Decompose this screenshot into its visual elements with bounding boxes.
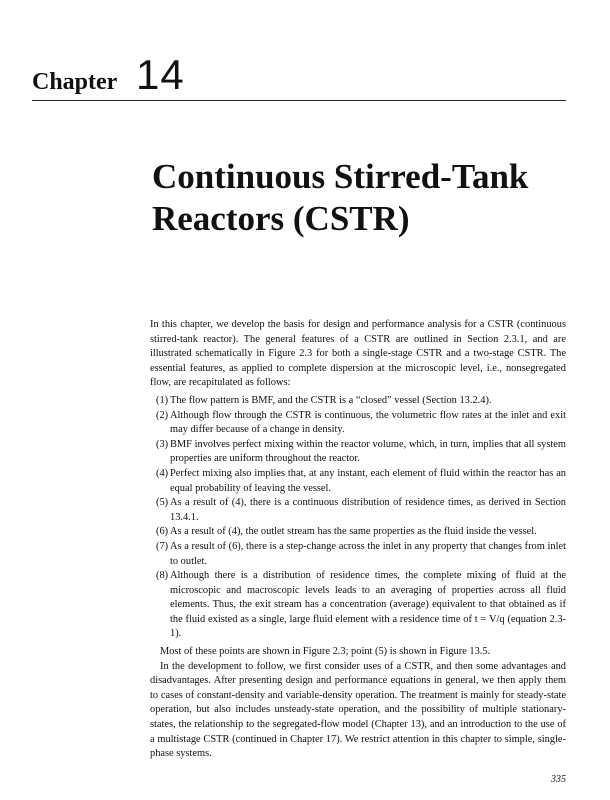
list-item-text: Perfect mixing also implies that, at any instant, each element of fluid within the reactor has an equal probability of leaving the vessel. — [170, 467, 566, 494]
list-item-text: Although flow through the CSTR is continuous, the volumetric flow rates at the inlet and exit may differ because of a change in density. — [170, 409, 566, 436]
list-item — [150, 409, 566, 438]
list-item-number: (4) — [156, 467, 169, 479]
list-item-text: Although there is a distribution of residence times, the complete mixing of fluid at the microscopic and macroscopic levels leads to an averaging of properties across all fluid elements. Thus, the exit stream has a concentration (average) equivalent to that obtained as if the fluid existed as a single, large fluid element with a residence time of t = V/q (equation 2.3-1). — [170, 570, 566, 640]
list-item-number: (7) — [156, 540, 169, 552]
body-text — [150, 318, 566, 762]
chapter-title — [152, 156, 572, 240]
list-item — [150, 569, 566, 642]
list-item-number: (8) — [156, 570, 169, 582]
list-item-number: (3) — [156, 438, 169, 450]
list-item — [150, 540, 566, 569]
list-item-number: (5) — [156, 497, 169, 509]
list-item-number: (6) — [156, 526, 169, 538]
feature-list — [150, 394, 566, 642]
chapter-title-line-2: Reactors (CSTR) — [152, 199, 410, 238]
list-item — [150, 525, 566, 540]
list-item — [150, 496, 566, 525]
list-item — [150, 438, 566, 467]
list-item-text: As a result of (4), the outlet stream has the same properties as the fluid inside the vessel. — [170, 526, 537, 538]
list-item-text: BMF involves perfect mixing within the reactor volume, which, in turn, implies that all system properties are uniform throughout the reactor. — [170, 438, 566, 465]
development-paragraph: In the development to follow, we first consider uses of a CSTR, and then some advantages and disadvantages. After presenting design and performance equations in general, we then apply them to cases of constant-density and variable-density operation. The treatment is mainly for steady-state operation, but also includes unsteady-state operation, and the possibility of multiple stationary-states, the relationship to the segregated-flow model (Chapter 13), and an introduction to the use of a multistage CSTR (continued in Chapter 17). We restrict attention in this chapter to simple, single-phase systems. — [150, 660, 566, 760]
chapter-title-line-1: Continuous Stirred-Tank — [152, 157, 529, 196]
list-item-number: (1) — [156, 394, 169, 406]
list-item-number: (2) — [156, 409, 169, 421]
chapter-header — [32, 48, 566, 101]
list-item-text: As a result of (6), there is a step-change across the inlet in any property that changes from inlet to outlet. — [170, 540, 566, 567]
list-item — [150, 467, 566, 496]
list-item-text: The flow pattern is BMF, and the CSTR is a “closed” vessel (Section 13.2.4). — [170, 394, 492, 406]
chapter-number: 14 — [136, 51, 185, 98]
list-item-text: As a result of (4), there is a continuous distribution of residence times, as derived in Section 13.4.1. — [170, 497, 566, 523]
page-number: 335 — [551, 774, 566, 785]
chapter-label: Chapter — [32, 69, 118, 95]
intro-paragraph: In this chapter, we develop the basis for design and performance analysis for a CSTR (continuous stirred-tank reactor). The general features of a CSTR are outlined in Section 2.3.1, and are illustrated schematically in Figure 2.3 for both a single-stage CSTR and a two-stage CSTR. The essential features, as applied to complete dispersion at the microscopic level, i.e., nonsegregated flow, are recapitulated as follows: — [150, 319, 566, 389]
list-item — [150, 394, 566, 409]
summary-paragraph: Most of these points are shown in Figure 2.3; point (5) is shown in Figure 13.5. — [160, 646, 491, 658]
